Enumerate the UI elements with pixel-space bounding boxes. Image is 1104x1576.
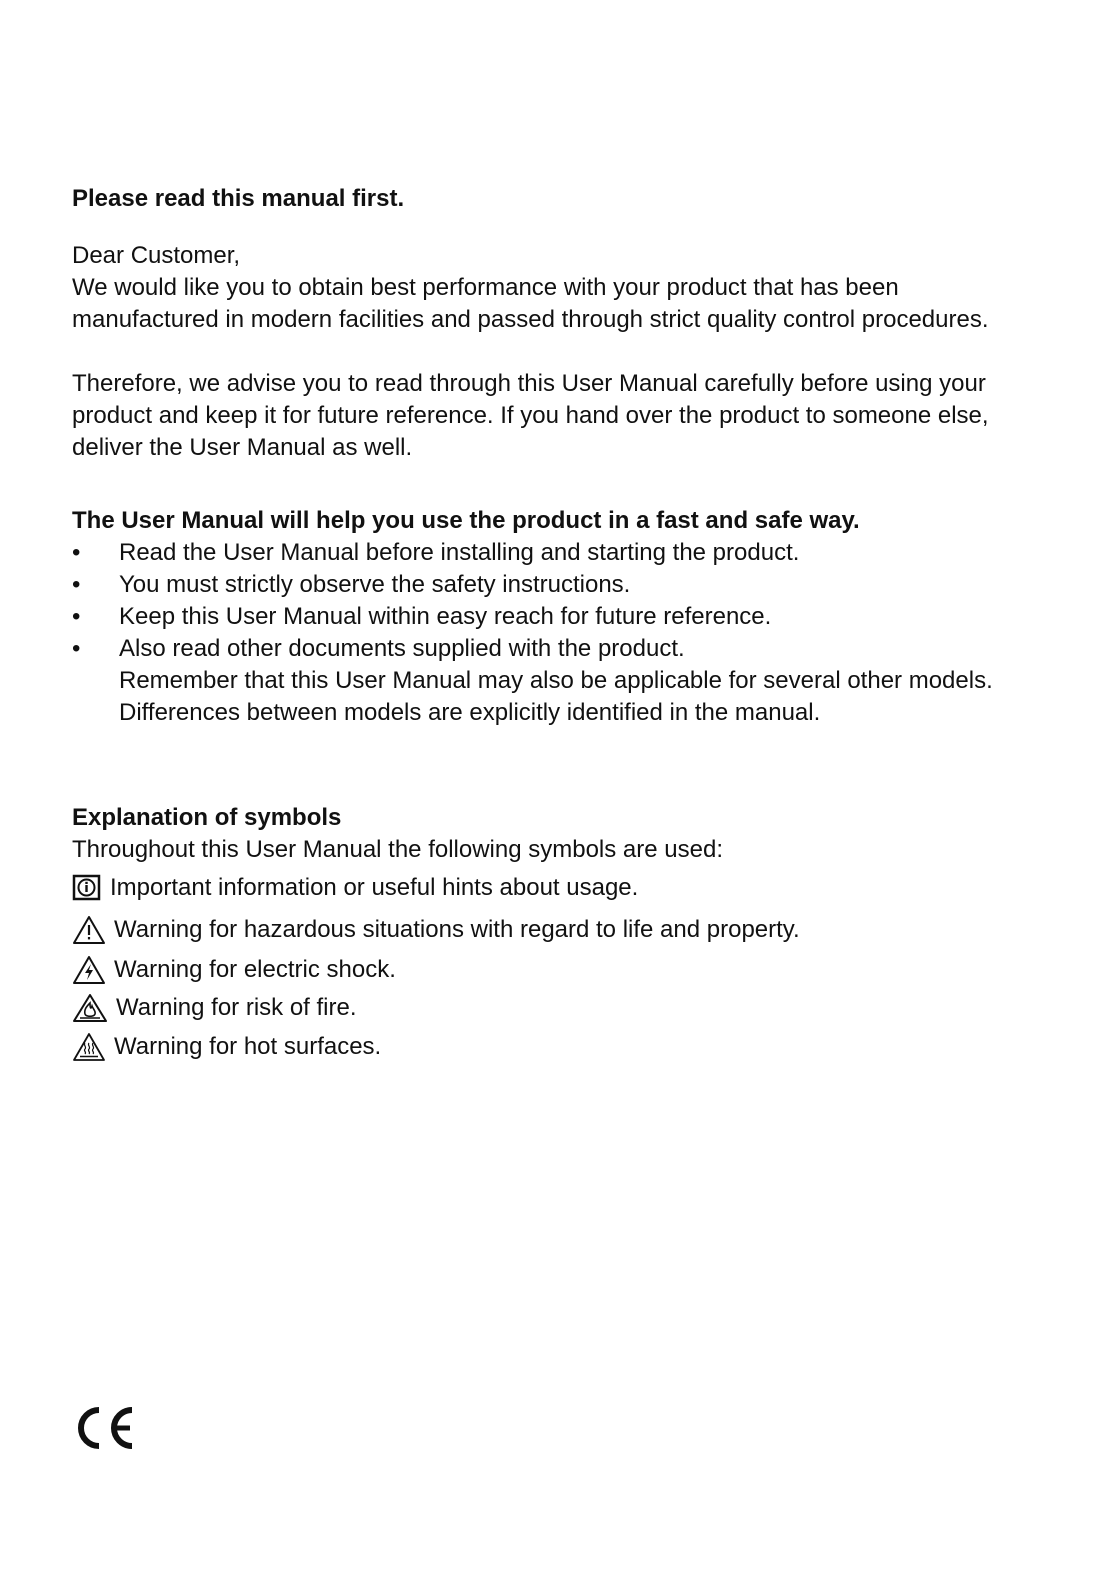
bullet-item — [72, 537, 1032, 569]
symbols-intro: Throughout this User Manual the following symbols are used: — [72, 836, 723, 863]
bullet-dot: • — [72, 539, 81, 566]
symbol-text: Warning for electric shock. — [114, 956, 396, 983]
intro-paragraph-2: Therefore, we advise you to read through this User Manual carefully before using your product and keep it for future reference. If you hand over the product to someone else, deliver the User Manual as well. — [72, 370, 989, 461]
symbol-row-info — [72, 870, 638, 906]
bullet-text: You must strictly observe the safety instructions. — [119, 571, 631, 598]
bullet-dot: • — [72, 571, 81, 598]
bullet-item — [72, 633, 1032, 729]
bullet-text: Read the User Manual before installing and starting the product. — [119, 539, 800, 566]
intro-paragraph-1: We would like you to obtain best performance with your product that has been manufactured in modern facilities and passed through strict quality control procedures. — [72, 274, 989, 333]
symbol-row-hot-surface — [72, 1029, 381, 1065]
bullet-item — [72, 569, 1032, 601]
heading-read-first: Please read this manual first. — [72, 185, 405, 212]
symbol-text: Important information or useful hints about usage. — [110, 874, 639, 901]
bullet-dot: • — [72, 635, 81, 662]
symbol-row-fire — [72, 990, 357, 1026]
symbol-row-warning — [72, 912, 800, 948]
greeting: Dear Customer, — [72, 242, 241, 269]
electric-shock-icon — [72, 955, 106, 985]
bullet-note: Differences between models are explicitly identified in the manual. — [119, 699, 821, 726]
symbol-row-electric-shock — [72, 952, 396, 988]
bullet-dot: • — [72, 603, 81, 630]
bullet-text: Keep this User Manual within easy reach for future reference. — [119, 603, 772, 630]
bullet-text: Also read other documents supplied with the product. — [119, 635, 685, 662]
info-icon — [72, 874, 102, 902]
ce-mark-logo — [72, 1404, 136, 1452]
symbol-text: Warning for hot surfaces. — [114, 1033, 382, 1060]
warning-icon — [72, 915, 106, 945]
bullet-note: Remember that this User Manual may also be applicable for several other models. — [119, 667, 993, 694]
heading-symbols: Explanation of symbols — [72, 804, 342, 831]
heading-manual-help: The User Manual will help you use the product in a fast and safe way. — [72, 507, 860, 534]
bullet-item — [72, 601, 1032, 633]
hot-surface-icon — [72, 1032, 106, 1062]
fire-icon — [72, 993, 108, 1023]
symbol-text: Warning for risk of fire. — [116, 994, 357, 1021]
bullet-list — [72, 537, 1032, 729]
symbol-text: Warning for hazardous situations with regard to life and property. — [114, 916, 800, 943]
